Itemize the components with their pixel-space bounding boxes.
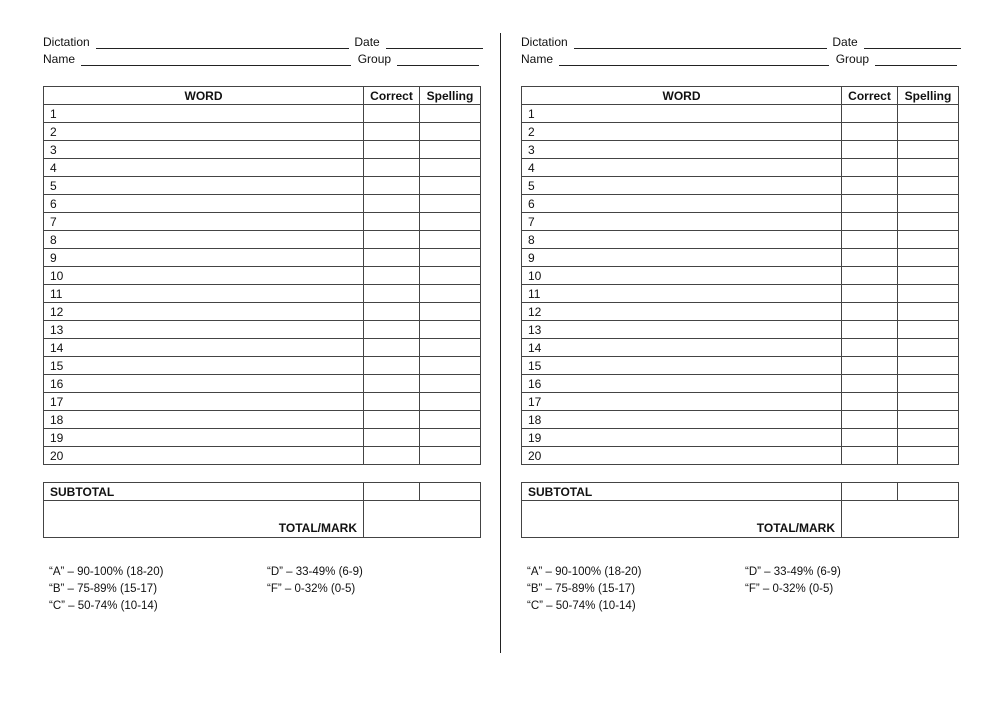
word-cell[interactable]: [44, 393, 364, 411]
correct-cell[interactable]: [364, 213, 420, 231]
word-table: [521, 86, 959, 465]
row-number: 19: [50, 430, 64, 445]
table-row: [522, 393, 959, 411]
row-number: 6: [50, 196, 57, 211]
correct-cell[interactable]: [842, 285, 898, 303]
row-number: 18: [50, 412, 64, 427]
subtotal-correct-cell[interactable]: [364, 483, 420, 501]
grade-d: “D” – 33-49% (6-9): [745, 566, 841, 578]
date-field[interactable]: [864, 36, 961, 49]
correct-cell[interactable]: [842, 321, 898, 339]
table-row: [522, 249, 959, 267]
group-label: Group: [357, 52, 392, 66]
row-number: 4: [528, 160, 535, 175]
total-mark-label: TOTAL/MARK: [522, 501, 842, 538]
spelling-cell[interactable]: [420, 195, 481, 213]
word-cell[interactable]: [522, 375, 842, 393]
correct-cell[interactable]: [842, 303, 898, 321]
table-header-row: [522, 87, 959, 105]
correct-cell[interactable]: [842, 177, 898, 195]
correct-cell[interactable]: [364, 141, 420, 159]
correct-cell[interactable]: [364, 321, 420, 339]
word-table: [43, 86, 481, 465]
word-cell[interactable]: [522, 105, 842, 123]
correct-cell[interactable]: [842, 339, 898, 357]
word-cell[interactable]: [44, 321, 364, 339]
word-cell[interactable]: [44, 231, 364, 249]
word-cell[interactable]: [44, 447, 364, 465]
header-line-name: [521, 52, 958, 68]
table-row: [522, 321, 959, 339]
correct-cell[interactable]: [842, 105, 898, 123]
row-number: 19: [528, 430, 542, 445]
grade-f: “F” – 0-32% (0-5): [267, 583, 356, 595]
row-number: 11: [528, 286, 541, 301]
word-cell[interactable]: [44, 375, 364, 393]
word-cell[interactable]: [44, 339, 364, 357]
word-cell[interactable]: [44, 105, 364, 123]
word-cell[interactable]: [44, 429, 364, 447]
correct-cell[interactable]: [364, 429, 420, 447]
totals-table: [43, 482, 481, 538]
total-mark-label: TOTAL/MARK: [44, 501, 364, 538]
row-number: 13: [528, 322, 542, 337]
row-number: 5: [50, 178, 57, 193]
table-row: [522, 339, 959, 357]
table-row: [44, 285, 481, 303]
correct-cell[interactable]: [364, 249, 420, 267]
table-row: [44, 231, 481, 249]
word-cell[interactable]: [44, 285, 364, 303]
spelling-cell[interactable]: [898, 195, 959, 213]
word-cell[interactable]: [44, 177, 364, 195]
name-label: Name: [43, 52, 76, 66]
table-row: [44, 411, 481, 429]
spelling-cell[interactable]: [420, 177, 481, 195]
row-number: 16: [50, 376, 64, 391]
table-row: [522, 141, 959, 159]
group-label: Group: [835, 52, 870, 66]
spelling-cell[interactable]: [898, 429, 959, 447]
subtotal-label: SUBTOTAL: [522, 483, 842, 501]
name-field[interactable]: [81, 53, 351, 66]
table-row: [522, 177, 959, 195]
word-cell[interactable]: [44, 249, 364, 267]
row-number: 17: [528, 394, 542, 409]
table-row: [522, 267, 959, 285]
table-row: [44, 159, 481, 177]
grade-d: “D” – 33-49% (6-9): [267, 566, 363, 578]
grade-b: “B” – 75-89% (15-17): [527, 583, 636, 595]
correct-cell[interactable]: [364, 231, 420, 249]
row-number: 1: [528, 106, 535, 121]
table-row: [522, 357, 959, 375]
table-row: [44, 141, 481, 159]
date-field[interactable]: [386, 36, 483, 49]
spelling-cell[interactable]: [420, 213, 481, 231]
correct-cell[interactable]: [842, 159, 898, 177]
row-number: 16: [528, 376, 542, 391]
dictation-label: Dictation: [43, 35, 90, 49]
table-row: [522, 105, 959, 123]
row-number: 3: [528, 142, 535, 157]
spelling-cell[interactable]: [898, 393, 959, 411]
table-row: [522, 447, 959, 465]
spelling-cell[interactable]: [898, 303, 959, 321]
spelling-cell[interactable]: [420, 231, 481, 249]
row-number: 20: [528, 448, 542, 463]
spelling-cell[interactable]: [898, 339, 959, 357]
row-number: 8: [528, 232, 535, 247]
row-number: 14: [50, 340, 64, 355]
subtotal-row: [44, 483, 481, 501]
word-cell[interactable]: [522, 447, 842, 465]
date-label: Date: [832, 35, 858, 49]
correct-cell[interactable]: [842, 393, 898, 411]
correct-cell[interactable]: [842, 429, 898, 447]
spelling-cell[interactable]: [898, 321, 959, 339]
correct-cell[interactable]: [364, 195, 420, 213]
spelling-cell[interactable]: [420, 141, 481, 159]
header-line-dictation: [43, 35, 480, 51]
row-number: 20: [50, 448, 64, 463]
correct-cell[interactable]: [364, 123, 420, 141]
spelling-cell[interactable]: [898, 447, 959, 465]
correct-cell[interactable]: [842, 447, 898, 465]
row-number: 7: [528, 214, 535, 229]
subtotal-spelling-cell[interactable]: [420, 483, 481, 501]
spelling-cell[interactable]: [420, 123, 481, 141]
spelling-cell[interactable]: [420, 105, 481, 123]
table-row: [44, 213, 481, 231]
total-mark-cell[interactable]: [364, 501, 481, 538]
word-cell[interactable]: [522, 159, 842, 177]
grade-f: “F” – 0-32% (0-5): [745, 583, 834, 595]
row-number: 10: [50, 268, 64, 283]
spelling-cell[interactable]: [898, 411, 959, 429]
correct-cell[interactable]: [364, 285, 420, 303]
row-number: 14: [528, 340, 542, 355]
row-number: 5: [528, 178, 535, 193]
header-line-name: [43, 52, 480, 68]
table-row: [44, 303, 481, 321]
word-cell[interactable]: [44, 267, 364, 285]
word-cell[interactable]: [522, 231, 842, 249]
table-row: [44, 249, 481, 267]
correct-cell[interactable]: [364, 105, 420, 123]
word-cell[interactable]: [522, 429, 842, 447]
correct-cell[interactable]: [364, 303, 420, 321]
dictation-field[interactable]: [574, 36, 827, 49]
row-number: 12: [50, 304, 64, 319]
row-number: 4: [50, 160, 57, 175]
table-row: [44, 105, 481, 123]
correct-cell[interactable]: [364, 339, 420, 357]
spelling-column-header: Spelling: [420, 87, 481, 105]
group-field[interactable]: [875, 53, 957, 66]
name-label: Name: [521, 52, 554, 66]
dictation-label: Dictation: [521, 35, 568, 49]
spelling-cell[interactable]: [420, 429, 481, 447]
correct-column-header: Correct: [842, 87, 898, 105]
table-row: [44, 177, 481, 195]
correct-cell[interactable]: [364, 393, 420, 411]
spelling-column-header: Spelling: [898, 87, 959, 105]
table-row: [44, 375, 481, 393]
word-column-header: WORD: [522, 87, 842, 105]
table-row: [522, 285, 959, 303]
table-row: [44, 447, 481, 465]
row-number: 9: [50, 250, 57, 265]
word-cell[interactable]: [44, 357, 364, 375]
correct-cell[interactable]: [842, 141, 898, 159]
row-number: 15: [528, 358, 542, 373]
correct-column-header: Correct: [364, 87, 420, 105]
word-cell[interactable]: [44, 159, 364, 177]
grade-c: “C” – 50-74% (10-14): [49, 600, 158, 612]
subtotal-correct-cell[interactable]: [842, 483, 898, 501]
correct-cell[interactable]: [842, 357, 898, 375]
grade-c: “C” – 50-74% (10-14): [527, 600, 636, 612]
table-row: [522, 429, 959, 447]
correct-cell[interactable]: [364, 267, 420, 285]
row-number: 6: [528, 196, 535, 211]
correct-cell[interactable]: [842, 267, 898, 285]
spelling-cell[interactable]: [898, 159, 959, 177]
word-cell[interactable]: [522, 321, 842, 339]
word-cell[interactable]: [44, 411, 364, 429]
row-number: 15: [50, 358, 64, 373]
spelling-cell[interactable]: [420, 375, 481, 393]
page-divider: [500, 33, 501, 653]
table-row: [44, 429, 481, 447]
total-mark-cell[interactable]: [842, 501, 959, 538]
spelling-cell[interactable]: [898, 105, 959, 123]
table-row: [44, 195, 481, 213]
row-number: 17: [50, 394, 64, 409]
correct-cell[interactable]: [842, 249, 898, 267]
correct-cell[interactable]: [364, 159, 420, 177]
total-mark-row: [522, 501, 959, 538]
spelling-cell[interactable]: [898, 285, 959, 303]
spelling-cell[interactable]: [420, 321, 481, 339]
spelling-cell[interactable]: [898, 249, 959, 267]
table-row: [44, 339, 481, 357]
spelling-cell[interactable]: [420, 267, 481, 285]
row-number: 1: [50, 106, 57, 121]
word-column-header: WORD: [44, 87, 364, 105]
word-cell[interactable]: [522, 141, 842, 159]
row-number: 18: [528, 412, 542, 427]
spelling-cell[interactable]: [420, 339, 481, 357]
correct-cell[interactable]: [364, 357, 420, 375]
header-line-dictation: [521, 35, 958, 51]
row-number: 2: [50, 124, 57, 139]
spelling-cell[interactable]: [898, 375, 959, 393]
word-cell[interactable]: [522, 339, 842, 357]
correct-cell[interactable]: [842, 411, 898, 429]
table-row: [522, 213, 959, 231]
word-cell[interactable]: [522, 177, 842, 195]
word-cell[interactable]: [522, 393, 842, 411]
word-cell[interactable]: [44, 141, 364, 159]
word-cell[interactable]: [522, 249, 842, 267]
word-cell[interactable]: [44, 303, 364, 321]
spelling-cell[interactable]: [420, 303, 481, 321]
spelling-cell[interactable]: [420, 285, 481, 303]
correct-cell[interactable]: [842, 123, 898, 141]
name-field[interactable]: [559, 53, 829, 66]
totals-table: [521, 482, 959, 538]
correct-cell[interactable]: [842, 213, 898, 231]
spelling-cell[interactable]: [898, 231, 959, 249]
subtotal-label: SUBTOTAL: [44, 483, 364, 501]
word-cell[interactable]: [44, 195, 364, 213]
row-number: 2: [528, 124, 535, 139]
date-label: Date: [354, 35, 380, 49]
word-cell[interactable]: [522, 123, 842, 141]
row-number: 12: [528, 304, 542, 319]
correct-cell[interactable]: [842, 231, 898, 249]
spelling-cell[interactable]: [420, 249, 481, 267]
row-number: 8: [50, 232, 57, 247]
row-number: 7: [50, 214, 57, 229]
word-rows: [522, 105, 959, 465]
table-row: [44, 321, 481, 339]
row-number: 10: [528, 268, 542, 283]
table-row: [522, 375, 959, 393]
spelling-cell[interactable]: [898, 357, 959, 375]
correct-cell[interactable]: [842, 195, 898, 213]
subtotal-row: [522, 483, 959, 501]
spelling-cell[interactable]: [420, 411, 481, 429]
word-cell[interactable]: [522, 357, 842, 375]
word-cell[interactable]: [44, 123, 364, 141]
word-cell[interactable]: [522, 411, 842, 429]
word-cell[interactable]: [522, 303, 842, 321]
table-row: [522, 303, 959, 321]
spelling-cell[interactable]: [898, 213, 959, 231]
row-number: 3: [50, 142, 57, 157]
word-cell[interactable]: [522, 195, 842, 213]
table-row: [522, 159, 959, 177]
table-row: [522, 231, 959, 249]
correct-cell[interactable]: [842, 375, 898, 393]
spelling-cell[interactable]: [898, 177, 959, 195]
word-rows: [44, 105, 481, 465]
word-cell[interactable]: [522, 213, 842, 231]
table-row: [522, 195, 959, 213]
row-number: 11: [50, 286, 63, 301]
spelling-cell[interactable]: [898, 141, 959, 159]
grade-a: “A” – 90-100% (18-20): [527, 566, 642, 578]
row-number: 9: [528, 250, 535, 265]
total-mark-row: [44, 501, 481, 538]
group-field[interactable]: [397, 53, 479, 66]
subtotal-spelling-cell[interactable]: [898, 483, 959, 501]
table-row: [44, 393, 481, 411]
spelling-cell[interactable]: [420, 393, 481, 411]
correct-cell[interactable]: [364, 447, 420, 465]
grade-a: “A” – 90-100% (18-20): [49, 566, 164, 578]
dictation-field[interactable]: [96, 36, 349, 49]
spelling-cell[interactable]: [898, 123, 959, 141]
row-number: 13: [50, 322, 64, 337]
spelling-cell[interactable]: [898, 267, 959, 285]
spelling-cell[interactable]: [420, 159, 481, 177]
table-header-row: [44, 87, 481, 105]
word-cell[interactable]: [44, 213, 364, 231]
spelling-cell[interactable]: [420, 357, 481, 375]
word-cell[interactable]: [522, 267, 842, 285]
table-row: [522, 123, 959, 141]
spelling-cell[interactable]: [420, 447, 481, 465]
table-row: [44, 267, 481, 285]
correct-cell[interactable]: [364, 411, 420, 429]
table-row: [44, 123, 481, 141]
grade-b: “B” – 75-89% (15-17): [49, 583, 158, 595]
correct-cell[interactable]: [364, 375, 420, 393]
table-row: [522, 411, 959, 429]
word-cell[interactable]: [522, 285, 842, 303]
correct-cell[interactable]: [364, 177, 420, 195]
table-row: [44, 357, 481, 375]
